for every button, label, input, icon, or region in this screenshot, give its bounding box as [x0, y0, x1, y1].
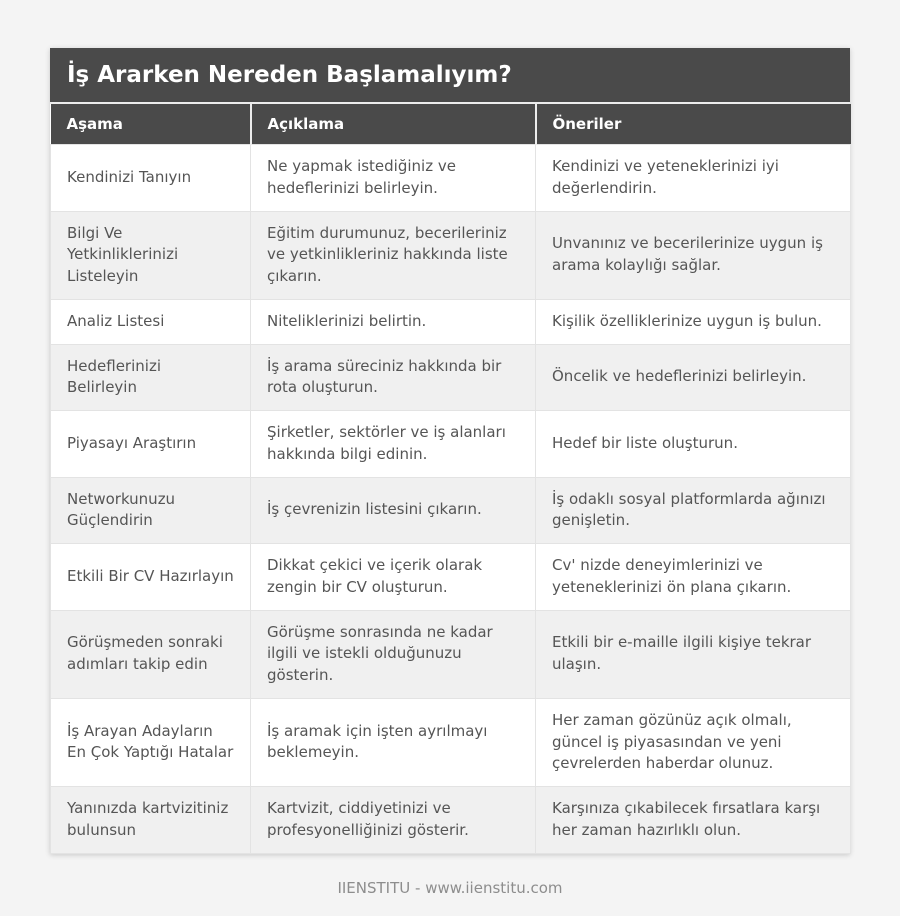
description-cell: Şirketler, sektörler ve iş alanları hakkında bilgi edinin.	[251, 411, 536, 478]
table-row	[51, 698, 851, 786]
header-row	[51, 104, 851, 145]
suggestion-cell: Her zaman gözünüz açık olmalı, güncel iş piyasasından ve yeni çevrelerden haberdar olunuz.	[536, 698, 851, 786]
table-row	[51, 344, 851, 411]
stage-cell: Analiz Listesi	[51, 299, 251, 344]
suggestion-cell: Kendinizi ve yeteneklerinizi iyi değerlendirin.	[536, 145, 851, 212]
stage-cell: İş Arayan Adayların En Çok Yaptığı Hatalar	[51, 698, 251, 786]
stage-cell: Kendinizi Tanıyın	[51, 145, 251, 212]
description-cell: İş çevrenizin listesini çıkarın.	[251, 477, 536, 544]
table-title: İş Ararken Nereden Başlamalıyım?	[50, 48, 850, 104]
suggestion-cell: Unvanınız ve becerilerinize uygun iş arama kolaylığı sağlar.	[536, 211, 851, 299]
table-row	[51, 299, 851, 344]
suggestion-cell: Kişilik özelliklerinize uygun iş bulun.	[536, 299, 851, 344]
description-cell: İş arama süreciniz hakkında bir rota oluşturun.	[251, 344, 536, 411]
table-row	[51, 477, 851, 544]
table-row	[51, 544, 851, 611]
suggestion-cell: Etkili bir e-maille ilgili kişiye tekrar ulaşın.	[536, 610, 851, 698]
column-header-description: Açıklama	[251, 104, 536, 145]
description-cell: Dikkat çekici ve içerik olarak zengin bir CV oluşturun.	[251, 544, 536, 611]
stage-cell: Görüşmeden sonraki adımları takip edin	[51, 610, 251, 698]
suggestion-cell: Cv' nizde deneyimlerinizi ve yeteneklerinizi ön plana çıkarın.	[536, 544, 851, 611]
stage-cell: Networkunuzu Güçlendirin	[51, 477, 251, 544]
stage-cell: Piyasayı Araştırın	[51, 411, 251, 478]
job-search-table	[50, 104, 851, 854]
column-header-suggestions: Öneriler	[536, 104, 851, 145]
table-row	[51, 411, 851, 478]
column-header-stage: Aşama	[51, 104, 251, 145]
table-row	[51, 787, 851, 854]
description-cell: Kartvizit, ciddiyetinizi ve profesyonelliğinizi gösterir.	[251, 787, 536, 854]
description-cell: Ne yapmak istediğiniz ve hedeflerinizi belirleyin.	[251, 145, 536, 212]
suggestion-cell: Karşınıza çıkabilecek fırsatlara karşı her zaman hazırlıklı olun.	[536, 787, 851, 854]
description-cell: Niteliklerinizi belirtin.	[251, 299, 536, 344]
footer-credit: IIENSTITU - www.iienstitu.com	[337, 878, 563, 897]
job-search-table-card	[50, 48, 850, 854]
description-cell: Görüşme sonrasında ne kadar ilgili ve istekli olduğunuzu gösterin.	[251, 610, 536, 698]
suggestion-cell: Hedef bir liste oluşturun.	[536, 411, 851, 478]
stage-cell: Yanınızda kartvizitiniz bulunsun	[51, 787, 251, 854]
suggestion-cell: İş odaklı sosyal platformlarda ağınızı genişletin.	[536, 477, 851, 544]
table-row	[51, 610, 851, 698]
stage-cell: Bilgi Ve Yetkinliklerinizi Listeleyin	[51, 211, 251, 299]
suggestion-cell: Öncelik ve hedeflerinizi belirleyin.	[536, 344, 851, 411]
stage-cell: Hedeflerinizi Belirleyin	[51, 344, 251, 411]
description-cell: Eğitim durumunuz, becerileriniz ve yetkinlikleriniz hakkında liste çıkarın.	[251, 211, 536, 299]
stage-cell: Etkili Bir CV Hazırlayın	[51, 544, 251, 611]
description-cell: İş aramak için işten ayrılmayı beklemeyin.	[251, 698, 536, 786]
table-row	[51, 145, 851, 212]
table-row	[51, 211, 851, 299]
